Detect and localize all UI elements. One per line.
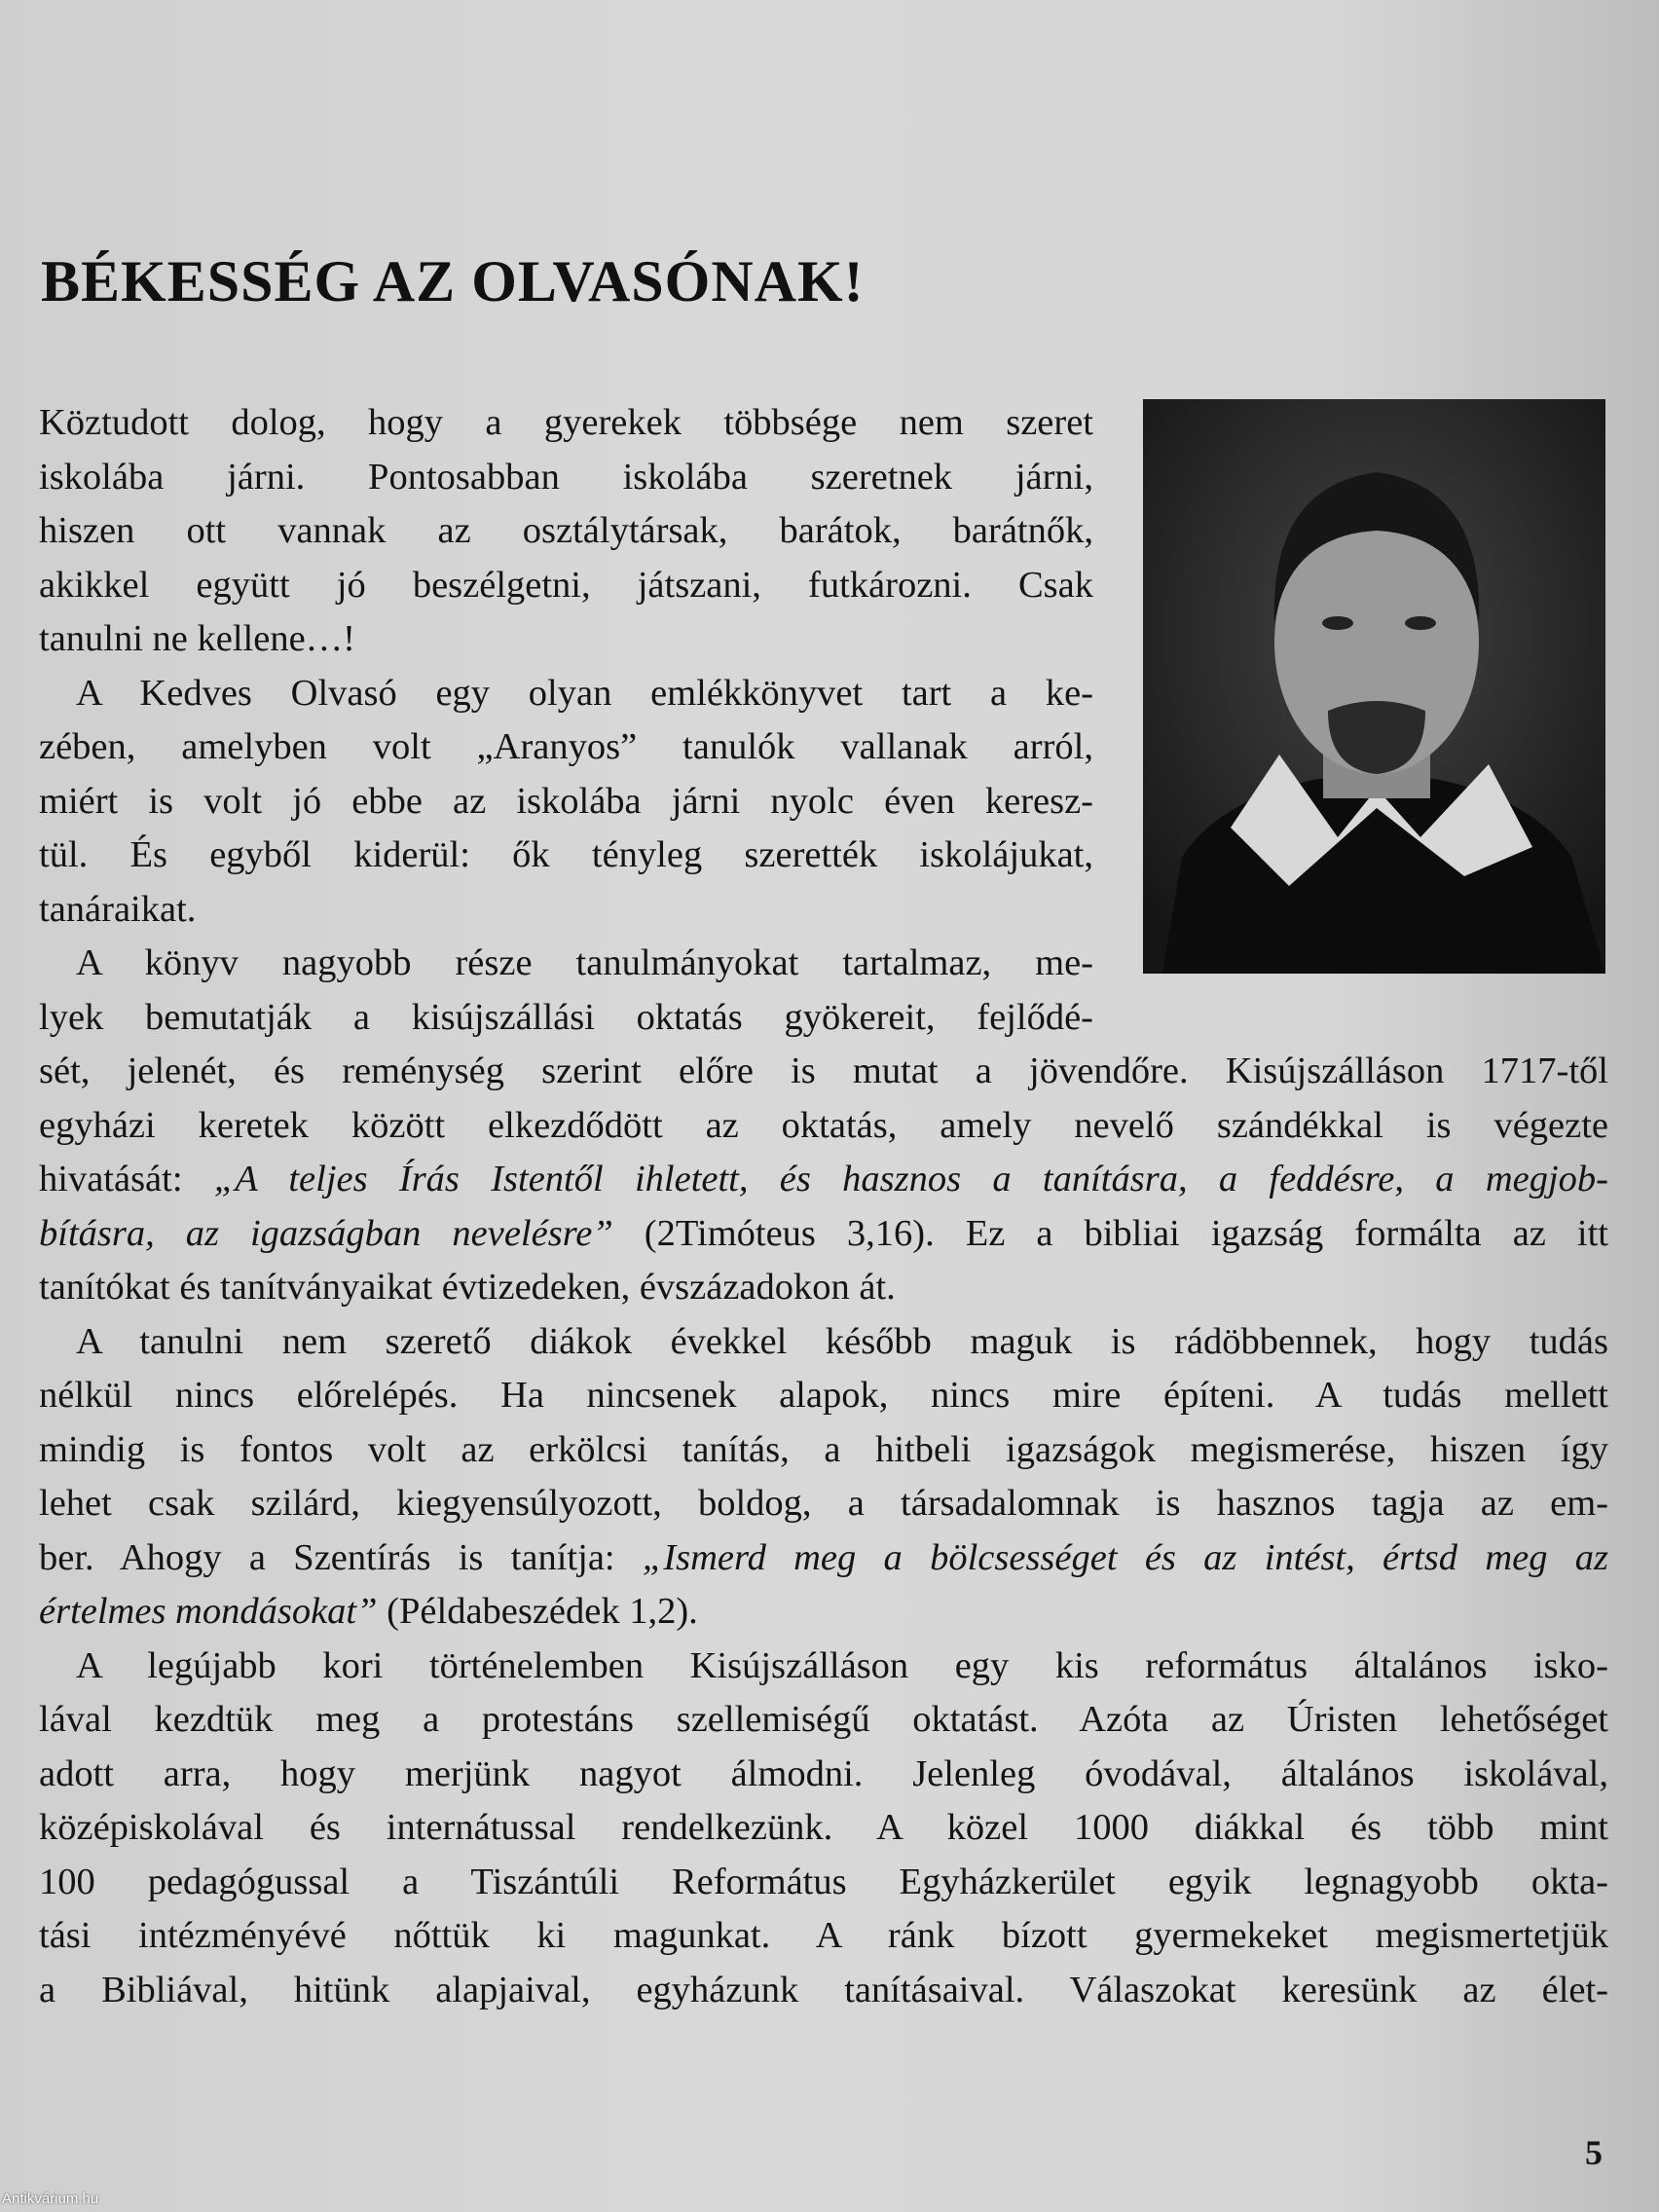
line-text: egyházi keretek között elkezdődött az oktatás, amely nevelő szándékkal is végezte [39,1104,1608,1146]
text-line [39,991,1093,1046]
line-text: lával kezdtük meg a protestáns szellemiségű oktatást. Azóta az Úristen lehetőséget [39,1699,1608,1740]
quote-text: „A teljes Írás Istentől ihletett, és hasznos a tanításra, a feddésre, a megjob- [213,1159,1608,1199]
line-text: 100 pedagógussal a Tiszántúli Református Egyházkerület egyik legnagyobb okta- [39,1861,1608,1902]
line-text: (Példabeszédek 1,2). [377,1591,698,1632]
text-line [39,1801,1608,1856]
line-text: akikkel együtt jó beszélgetni, játszani, futkározni. Csak [39,564,1093,606]
quote-text: bításra, az igazságban nevelésre” [39,1212,613,1254]
text-line [39,829,1093,883]
line-text: tül. És egyből kiderül: ők tényleg szerették iskolájukat, [39,834,1093,875]
line-text: tanáraikat. [39,888,197,930]
line-text: zében, amelyben volt „Aranyos” tanulók vallanak arról, [39,726,1093,767]
text-line [39,1045,1608,1099]
text-line [39,1964,1608,2018]
line-text: ber. Ahogy a Szentírás is tanítja: [39,1536,643,1578]
line-text: lehet csak szilárd, kiegyensúlyozott, boldog, a társadalomnak is hasznos tagja az em- [39,1483,1608,1524]
line-text: hivatását: [39,1159,214,1199]
line-text: tanítókat és tanítványaikat évtizedeken, évszázadokon át. [39,1267,896,1308]
text-line [39,1477,1608,1531]
text-line [39,396,1093,451]
text-line [39,1423,1608,1478]
text-line [39,451,1093,505]
text-line [39,1640,1608,1694]
text-line [39,1693,1608,1748]
line-text: miért is volt jó ebbe az iskolába járni nyolc éven keresz- [39,780,1093,822]
line-text: mindig is fontos volt az erkölcsi tanítás, a hitbeli igazságok megismerése, hiszen így [39,1428,1608,1470]
text-line [39,1261,1608,1315]
text-line [39,1909,1608,1964]
quote-text: „Ismerd meg a bölcsességet és az intést, értsd meg az [642,1536,1608,1578]
text-line [39,1099,1608,1154]
line-text: tanulni ne kellene…! [39,618,355,659]
quote-text: értelmes mondásokat” [39,1591,378,1632]
line-text: A Kedves Olvasó egy olyan emlékkönyvet tart a ke- [76,672,1093,714]
line-text: tási intézményévé nőttük ki magunkat. A ránk bízott gyermekeket megismertetjük [39,1915,1608,1956]
text-line [39,1856,1608,1910]
text-line [39,1531,1608,1586]
text-line [39,720,1093,775]
line-text: hiszen ott vannak az osztálytársak, barátok, barátnők, [39,510,1093,551]
text-line [39,504,1093,559]
page-title: BÉKESSÉG AZ OLVASÓNAK! [41,249,865,313]
article-body [39,396,1608,2017]
text-line [39,937,1093,991]
text-line [39,559,1093,613]
line-text: (2Timóteus 3,16). Ez a bibliai igazság formálta az itt [612,1212,1608,1254]
line-text: iskolába járni. Pontosabban iskolába szeretnek járni, [39,456,1093,498]
line-text: sét, jelenét, és reménység szerint előre is mutat a jövendőre. Kisújszálláson 1717-től [39,1051,1608,1091]
text-line [39,667,1093,721]
text-line [39,1207,1608,1262]
line-text: a Bibliával, hitünk alapjaival, egyházunk tanításaival. Válaszokat keresünk az élet- [39,1969,1608,2010]
line-text: A tanulni nem szerető diákok évekkel később maguk is rádöbbennek, hogy tudás [76,1320,1608,1362]
text-line [39,1585,1608,1640]
text-line [39,1315,1608,1370]
text-line [39,1748,1608,1802]
line-text: A könyv nagyobb része tanulmányokat tartalmaz, me- [76,942,1093,983]
text-line [39,775,1093,830]
text-line [39,1369,1608,1423]
watermark: Antikvárium.hu [2,2191,99,2207]
line-text: lyek bemutatják a kisújszállási oktatás gyökereit, fejlődé- [39,996,1093,1038]
line-text: középiskolával és internátussal rendelkezünk. A közel 1000 diákkal és több mint [39,1807,1608,1848]
text-line [39,883,1093,938]
line-text: nélkül nincs előrelépés. Ha nincsenek alapok, nincs mire építeni. A tudás mellett [39,1375,1608,1416]
line-text: A legújabb kori történelemben Kisújszálláson egy kis református általános isko- [76,1644,1608,1686]
text-line [39,1153,1608,1207]
page-number: 5 [1585,2133,1603,2172]
text-line [39,612,1093,667]
line-text: Köztudott dolog, hogy a gyerekek többsége nem szeret [39,402,1093,443]
line-text: adott arra, hogy merjünk nagyot álmodni. Jelenleg óvodával, általános iskolával, [39,1752,1608,1794]
